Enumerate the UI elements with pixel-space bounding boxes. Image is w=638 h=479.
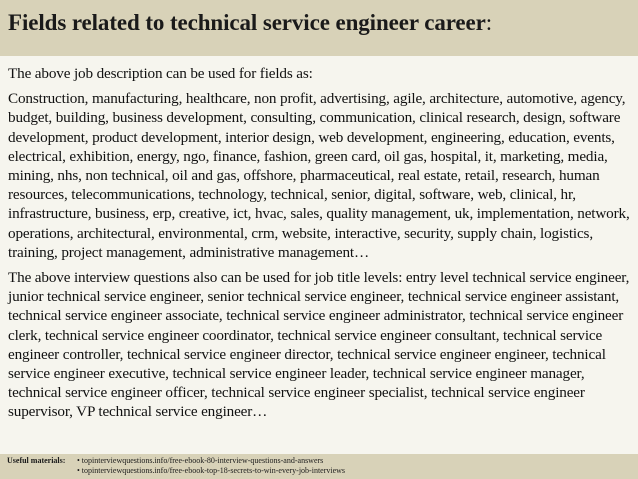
footer-bar (0, 454, 638, 479)
useful-materials-label: Useful materials: (7, 456, 66, 465)
footer-label-spacer (7, 466, 77, 476)
footer-link-ebook-18-secrets[interactable]: • topinterviewquestions.info/free-ebook-top-18-secrets-to-win-every-job-interviews (77, 466, 346, 475)
job-levels-paragraph: The above interview questions also can be used for job title levels: entry level technical service engineer, junior technical service engineer, senior technical service engineer, technical service engineer assistant, technical service engineer associate, technical service engineer administrator, technical service engineer clerk, technical service engineer coordinator, technical service engineer consultant, technical service engineer controller, technical service engineer director, technical service engineer engineer, technical service engineer executive, technical service engineer leader, technical service engineer manager, technical service engineer officer, technical service engineer specialist, technical service engineer supervisor, VP technical service engineer… (8, 269, 630, 421)
title-bar (0, 0, 638, 56)
intro-text: The above job description can be used for fields as: (8, 65, 313, 82)
footer-row-2 (7, 466, 638, 476)
footer-link-ebook-80-questions[interactable]: • topinterviewquestions.info/free-ebook-80-interview-questions-and-answers (77, 456, 324, 465)
slide-title-text: Fields related to technical service engineer career (8, 10, 486, 35)
slide-title (8, 10, 638, 36)
footer-row-1 (7, 456, 638, 466)
slide-title-colon: : (485, 10, 493, 35)
fields-paragraph: Construction, manufacturing, healthcare, non profit, advertising, agile, architecture, automotive, agency, budget, building, business development, consulting, communication, clinical research, design, software development, product development, interior design, web development, engineering, education, events, electrical, exhibition, energy, ngo, finance, fashion, green card, oil gas, hospital, it, marketing, media, mining, nhs, non technical, oil and gas, offshore, pharmaceutical, real estate, retail, research, human resources, telecommunications, technology, technical, senior, digital, software, web, clinical, hr, infrastructure, business, erp, creative, ict, hvac, sales, quality management, uk, implementation, network, operations, architectural, environmental, crm, website, interactive, security, supply chain, logistics, training, project management, administrative management… (8, 90, 630, 261)
slide-body (8, 64, 634, 422)
